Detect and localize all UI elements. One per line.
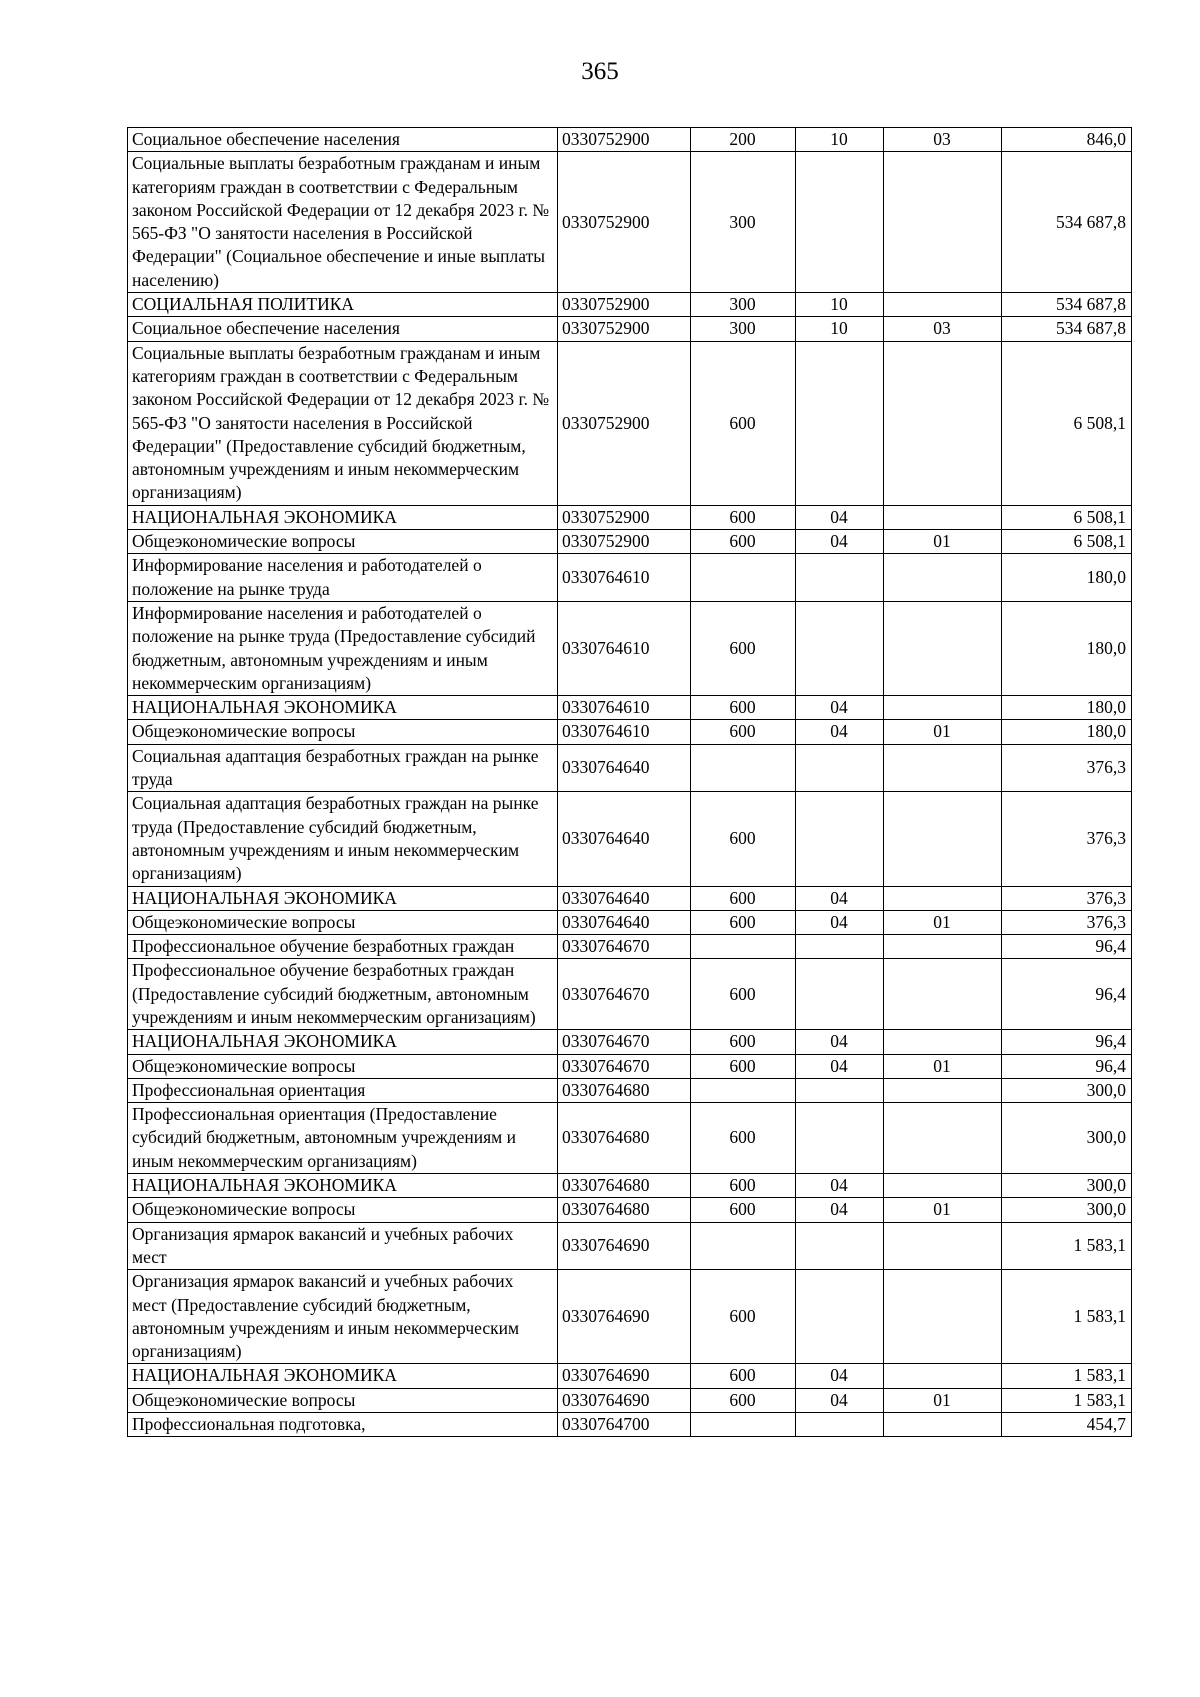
table-row xyxy=(128,1103,1132,1174)
row-section xyxy=(796,959,884,1030)
row-expense-type: 600 xyxy=(691,1270,796,1364)
row-subsection: 01 xyxy=(884,1198,1002,1222)
table-row xyxy=(128,1388,1132,1412)
row-amount: 1 583,1 xyxy=(1002,1388,1132,1412)
row-amount: 96,4 xyxy=(1002,1030,1132,1054)
table-row xyxy=(128,1054,1132,1078)
row-section xyxy=(796,1078,884,1102)
row-subsection xyxy=(884,696,1002,720)
row-expense-type: 600 xyxy=(691,601,796,695)
row-name: Организация ярмарок вакансий и учебных рабочих мест xyxy=(128,1222,558,1270)
row-target-code: 0330764610 xyxy=(558,554,691,602)
row-expense-type: 300 xyxy=(691,317,796,341)
table-row xyxy=(128,935,1132,959)
row-target-code: 0330764690 xyxy=(558,1388,691,1412)
row-amount: 180,0 xyxy=(1002,601,1132,695)
row-subsection xyxy=(884,293,1002,317)
row-name: Социальное обеспечение населения xyxy=(128,317,558,341)
row-amount: 376,3 xyxy=(1002,886,1132,910)
row-amount: 534 687,8 xyxy=(1002,293,1132,317)
table-row xyxy=(128,959,1132,1030)
row-section: 04 xyxy=(796,530,884,554)
row-subsection xyxy=(884,1270,1002,1364)
row-expense-type: 600 xyxy=(691,792,796,886)
row-target-code: 0330752900 xyxy=(558,341,691,505)
table-row xyxy=(128,1078,1132,1102)
row-target-code: 0330764670 xyxy=(558,1030,691,1054)
row-name: Профессиональная подготовка, xyxy=(128,1413,558,1437)
row-amount: 1 583,1 xyxy=(1002,1222,1132,1270)
row-target-code: 0330764700 xyxy=(558,1413,691,1437)
row-section: 04 xyxy=(796,886,884,910)
row-subsection: 01 xyxy=(884,720,1002,744)
row-expense-type: 600 xyxy=(691,1364,796,1388)
row-section: 04 xyxy=(796,1030,884,1054)
row-target-code: 0330764670 xyxy=(558,959,691,1030)
row-subsection xyxy=(884,1078,1002,1102)
row-expense-type xyxy=(691,1413,796,1437)
row-amount: 96,4 xyxy=(1002,935,1132,959)
row-expense-type: 600 xyxy=(691,959,796,1030)
row-expense-type: 600 xyxy=(691,1054,796,1078)
row-section: 10 xyxy=(796,128,884,152)
row-name: Информирование населения и работодателей о положение на рынке труда xyxy=(128,554,558,602)
table-row xyxy=(128,1198,1132,1222)
row-name: НАЦИОНАЛЬНАЯ ЭКОНОМИКА xyxy=(128,696,558,720)
row-subsection: 01 xyxy=(884,1388,1002,1412)
row-target-code: 0330752900 xyxy=(558,293,691,317)
row-expense-type: 300 xyxy=(691,293,796,317)
row-expense-type: 600 xyxy=(691,696,796,720)
row-subsection xyxy=(884,152,1002,293)
row-amount: 454,7 xyxy=(1002,1413,1132,1437)
row-subsection xyxy=(884,554,1002,602)
row-target-code: 0330752900 xyxy=(558,152,691,293)
row-target-code: 0330752900 xyxy=(558,530,691,554)
table-row xyxy=(128,1174,1132,1198)
row-expense-type: 600 xyxy=(691,1030,796,1054)
table-row xyxy=(128,792,1132,886)
row-section xyxy=(796,1413,884,1437)
row-amount: 376,3 xyxy=(1002,792,1132,886)
row-subsection xyxy=(884,1103,1002,1174)
row-amount: 180,0 xyxy=(1002,696,1132,720)
page-number: 365 xyxy=(581,58,619,85)
table-row xyxy=(128,696,1132,720)
row-name: Социальная адаптация безработных граждан на рынке труда xyxy=(128,744,558,792)
row-amount: 1 583,1 xyxy=(1002,1270,1132,1364)
row-target-code: 0330764610 xyxy=(558,696,691,720)
row-expense-type: 600 xyxy=(691,505,796,529)
row-expense-type xyxy=(691,1078,796,1102)
row-name: СОЦИАЛЬНАЯ ПОЛИТИКА xyxy=(128,293,558,317)
row-target-code: 0330764610 xyxy=(558,720,691,744)
row-target-code: 0330764640 xyxy=(558,792,691,886)
row-amount: 376,3 xyxy=(1002,744,1132,792)
row-subsection xyxy=(884,1174,1002,1198)
row-name: Общеэкономические вопросы xyxy=(128,1388,558,1412)
row-expense-type: 600 xyxy=(691,1103,796,1174)
table-row xyxy=(128,554,1132,602)
row-target-code: 0330764670 xyxy=(558,1054,691,1078)
row-target-code: 0330764680 xyxy=(558,1078,691,1102)
row-subsection xyxy=(884,341,1002,505)
row-section xyxy=(796,341,884,505)
table-row xyxy=(128,1030,1132,1054)
row-expense-type xyxy=(691,554,796,602)
row-section xyxy=(796,554,884,602)
table-row xyxy=(128,1222,1132,1270)
row-section xyxy=(796,152,884,293)
row-target-code: 0330752900 xyxy=(558,128,691,152)
table-row xyxy=(128,152,1132,293)
row-section xyxy=(796,935,884,959)
row-amount: 6 508,1 xyxy=(1002,530,1132,554)
row-amount: 180,0 xyxy=(1002,554,1132,602)
row-name: НАЦИОНАЛЬНАЯ ЭКОНОМИКА xyxy=(128,1364,558,1388)
row-section xyxy=(796,744,884,792)
row-amount: 846,0 xyxy=(1002,128,1132,152)
row-amount: 180,0 xyxy=(1002,720,1132,744)
row-target-code: 0330764640 xyxy=(558,886,691,910)
row-section: 04 xyxy=(796,1388,884,1412)
row-target-code: 0330752900 xyxy=(558,505,691,529)
row-section: 04 xyxy=(796,1174,884,1198)
row-expense-type: 600 xyxy=(691,341,796,505)
row-name: НАЦИОНАЛЬНАЯ ЭКОНОМИКА xyxy=(128,505,558,529)
table-row xyxy=(128,341,1132,505)
row-name: Общеэкономические вопросы xyxy=(128,910,558,934)
row-name: Общеэкономические вопросы xyxy=(128,720,558,744)
row-subsection xyxy=(884,1364,1002,1388)
row-section xyxy=(796,1270,884,1364)
row-target-code: 0330752900 xyxy=(558,317,691,341)
row-name: Социальное обеспечение населения xyxy=(128,128,558,152)
table-row xyxy=(128,505,1132,529)
table-row xyxy=(128,886,1132,910)
row-section: 04 xyxy=(796,910,884,934)
row-expense-type: 600 xyxy=(691,530,796,554)
row-target-code: 0330764640 xyxy=(558,910,691,934)
row-amount: 534 687,8 xyxy=(1002,317,1132,341)
row-expense-type: 600 xyxy=(691,1174,796,1198)
row-name: Общеэкономические вопросы xyxy=(128,1198,558,1222)
row-section xyxy=(796,1103,884,1174)
row-amount: 1 583,1 xyxy=(1002,1364,1132,1388)
row-amount: 6 508,1 xyxy=(1002,505,1132,529)
row-name: Профессиональное обучение безработных граждан (Предоставление субсидий бюджетным, автономным учреждениям и иным некоммерческим организациям) xyxy=(128,959,558,1030)
row-section: 04 xyxy=(796,1054,884,1078)
row-name: Информирование населения и работодателей о положение на рынке труда (Предоставление субсидий бюджетным, автономным учреждениям и иным некоммерческим организациям) xyxy=(128,601,558,695)
table-row xyxy=(128,720,1132,744)
row-target-code: 0330764640 xyxy=(558,744,691,792)
row-target-code: 0330764680 xyxy=(558,1103,691,1174)
row-subsection xyxy=(884,935,1002,959)
row-section xyxy=(796,792,884,886)
row-subsection: 03 xyxy=(884,317,1002,341)
row-name: НАЦИОНАЛЬНАЯ ЭКОНОМИКА xyxy=(128,1174,558,1198)
budget-table-body xyxy=(128,128,1132,1437)
row-expense-type xyxy=(691,1222,796,1270)
row-subsection xyxy=(884,601,1002,695)
row-target-code: 0330764690 xyxy=(558,1364,691,1388)
row-expense-type: 600 xyxy=(691,886,796,910)
row-name: Организация ярмарок вакансий и учебных рабочих мест (Предоставление субсидий бюджетным, автономным учреждениям и иным некоммерческим организациям) xyxy=(128,1270,558,1364)
row-expense-type xyxy=(691,935,796,959)
row-expense-type: 600 xyxy=(691,1388,796,1412)
row-amount: 300,0 xyxy=(1002,1174,1132,1198)
table-row xyxy=(128,530,1132,554)
row-section: 04 xyxy=(796,720,884,744)
row-subsection xyxy=(884,505,1002,529)
row-target-code: 0330764690 xyxy=(558,1222,691,1270)
row-subsection xyxy=(884,1413,1002,1437)
row-name: НАЦИОНАЛЬНАЯ ЭКОНОМИКА xyxy=(128,886,558,910)
row-expense-type xyxy=(691,744,796,792)
table-row xyxy=(128,128,1132,152)
table-row xyxy=(128,601,1132,695)
row-name: НАЦИОНАЛЬНАЯ ЭКОНОМИКА xyxy=(128,1030,558,1054)
row-subsection xyxy=(884,744,1002,792)
budget-table xyxy=(127,127,1132,1437)
row-section: 10 xyxy=(796,293,884,317)
row-target-code: 0330764670 xyxy=(558,935,691,959)
row-expense-type: 600 xyxy=(691,720,796,744)
row-amount: 96,4 xyxy=(1002,1054,1132,1078)
row-amount: 300,0 xyxy=(1002,1198,1132,1222)
row-name: Социальные выплаты безработным гражданам и иным категориям граждан в соответствии с Федеральным законом Российской Федерации от 12 декабря 2023 г. № 565-ФЗ "О занятости населения в Российской Федерации" (Предоставление субсидий бюджетным, автономным учреждениям и иным некоммерческим организациям) xyxy=(128,341,558,505)
row-expense-type: 200 xyxy=(691,128,796,152)
row-expense-type: 600 xyxy=(691,910,796,934)
row-amount: 96,4 xyxy=(1002,959,1132,1030)
row-name: Профессиональное обучение безработных граждан xyxy=(128,935,558,959)
row-target-code: 0330764680 xyxy=(558,1174,691,1198)
row-subsection: 01 xyxy=(884,1054,1002,1078)
row-name: Социальная адаптация безработных граждан на рынке труда (Предоставление субсидий бюджетным, автономным учреждениям и иным некоммерческим организациям) xyxy=(128,792,558,886)
row-subsection xyxy=(884,792,1002,886)
row-expense-type: 600 xyxy=(691,1198,796,1222)
row-target-code: 0330764680 xyxy=(558,1198,691,1222)
row-amount: 300,0 xyxy=(1002,1103,1132,1174)
table-row xyxy=(128,1413,1132,1437)
row-target-code: 0330764610 xyxy=(558,601,691,695)
row-section xyxy=(796,1222,884,1270)
row-name: Профессиональная ориентация (Предоставление субсидий бюджетным, автономным учреждениям и иным некоммерческим организациям) xyxy=(128,1103,558,1174)
row-section xyxy=(796,601,884,695)
row-subsection xyxy=(884,959,1002,1030)
row-subsection: 01 xyxy=(884,530,1002,554)
row-section: 04 xyxy=(796,1198,884,1222)
table-row xyxy=(128,1270,1132,1364)
row-target-code: 0330764690 xyxy=(558,1270,691,1364)
row-section: 04 xyxy=(796,696,884,720)
row-amount: 534 687,8 xyxy=(1002,152,1132,293)
row-subsection: 03 xyxy=(884,128,1002,152)
row-expense-type: 300 xyxy=(691,152,796,293)
row-subsection xyxy=(884,886,1002,910)
row-section: 04 xyxy=(796,1364,884,1388)
table-row xyxy=(128,744,1132,792)
table-row xyxy=(128,910,1132,934)
row-name: Профессиональная ориентация xyxy=(128,1078,558,1102)
row-subsection xyxy=(884,1222,1002,1270)
row-section: 10 xyxy=(796,317,884,341)
row-section: 04 xyxy=(796,505,884,529)
row-subsection xyxy=(884,1030,1002,1054)
row-subsection: 01 xyxy=(884,910,1002,934)
row-name: Общеэкономические вопросы xyxy=(128,1054,558,1078)
table-row xyxy=(128,293,1132,317)
table-row xyxy=(128,1364,1132,1388)
row-name: Общеэкономические вопросы xyxy=(128,530,558,554)
row-amount: 300,0 xyxy=(1002,1078,1132,1102)
row-name: Социальные выплаты безработным гражданам и иным категориям граждан в соответствии с Федеральным законом Российской Федерации от 12 декабря 2023 г. № 565-ФЗ "О занятости населения в Российской Федерации" (Социальное обеспечение и иные выплаты населению) xyxy=(128,152,558,293)
row-amount: 6 508,1 xyxy=(1002,341,1132,505)
row-amount: 376,3 xyxy=(1002,910,1132,934)
table-row xyxy=(128,317,1132,341)
